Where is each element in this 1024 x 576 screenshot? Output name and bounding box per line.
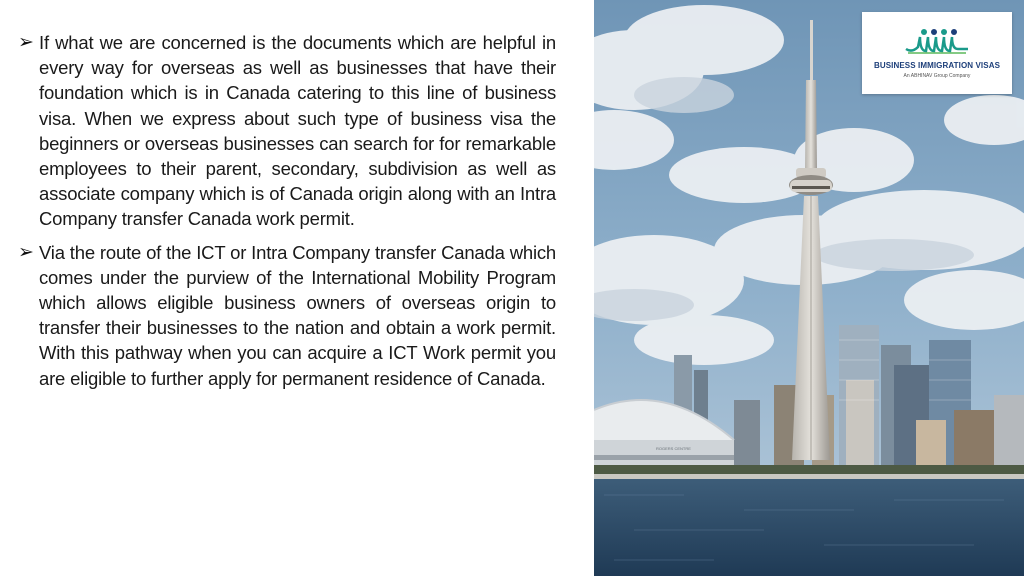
arrow-bullet-icon: ➢ xyxy=(18,31,34,53)
content-text-column xyxy=(18,30,556,399)
logo-company-name: BUSINESS IMMIGRATION VISAS xyxy=(873,61,1001,70)
arrow-bullet-icon: ➢ xyxy=(18,240,34,263)
bullet-item xyxy=(18,30,556,232)
company-logo xyxy=(862,12,1012,94)
logo-tagline: An ABHINAV Group Company xyxy=(903,73,971,79)
bullet-item xyxy=(18,240,556,391)
bullet-paragraph: Via the route of the ICT or Intra Company transfer Canada which comes under the purview of the International Mobility Program which allows eligible business owners of overseas origin to transfer their businesses to the nation and obtain a work permit. With this pathway when you can acquire a ICT Work permit you are eligible to further apply for permanent residence of Canada. xyxy=(39,241,556,389)
people-logo-icon xyxy=(902,27,972,57)
bullet-paragraph: If what we are concerned is the documents which are helpful in every way for overseas as well as businesses that have their foundation which is in Canada catering to this line of business visa. When we express about such type of business visa the beginners or overseas businesses can search for for remarkable employees to their parent, secondary, subdivision as well as associate company which is of Canada origin along with an Intra Company transfer Canada work permit. xyxy=(39,32,556,230)
stadium-sign: ROGERS CENTRE xyxy=(656,446,691,451)
